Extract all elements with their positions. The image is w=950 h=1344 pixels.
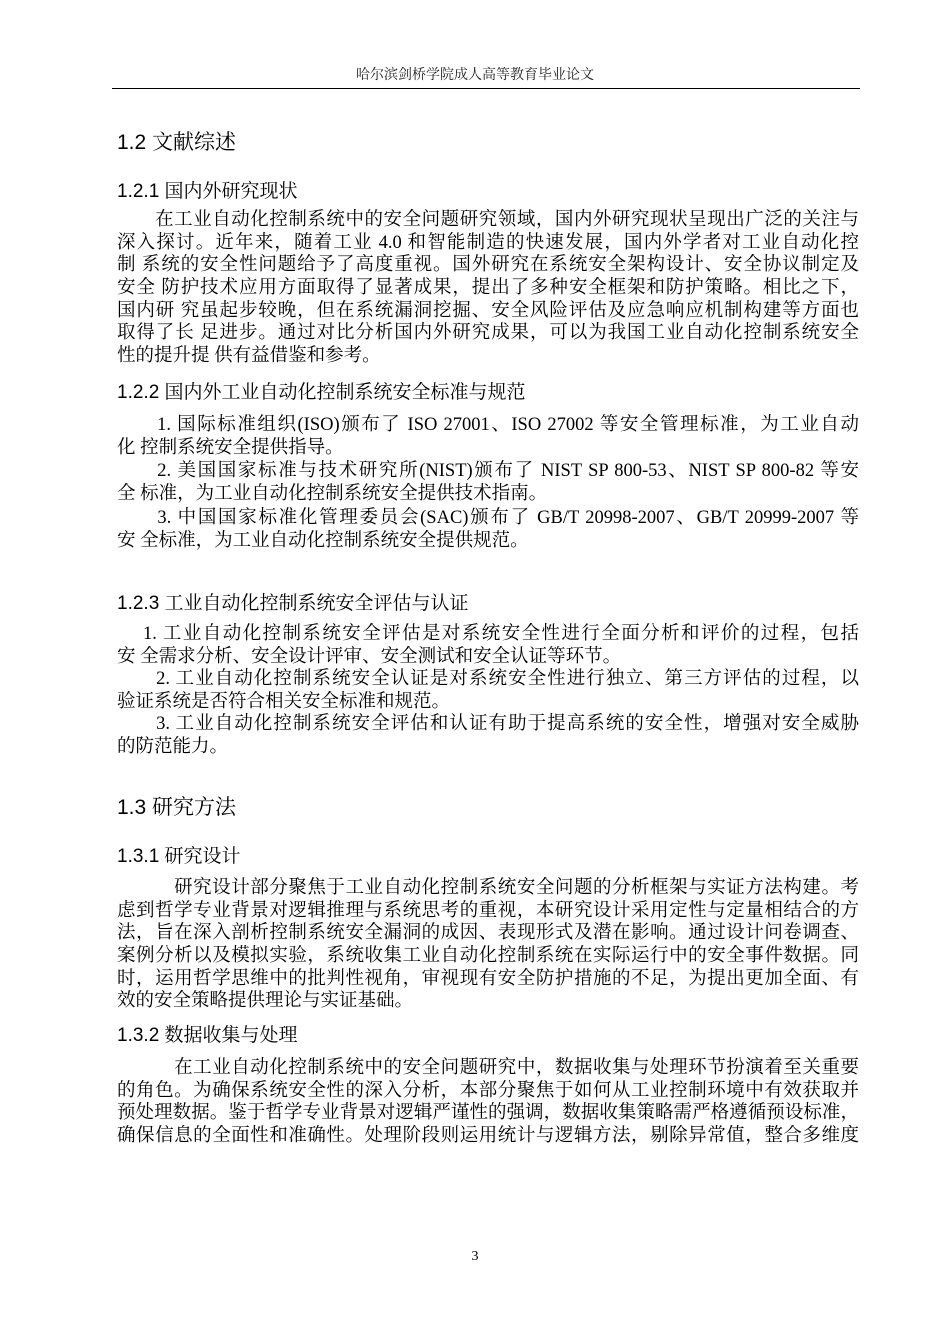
paragraph — [117, 209, 859, 368]
paragraph — [117, 713, 859, 758]
paragraph-line: 效的安全策略提供理论与实证基础。 — [117, 991, 414, 1012]
paragraph-line: 在工业自动化控制系统中的安全问题研究中，数据收集与处理环节扮演着至关重要 — [117, 1058, 859, 1078]
paragraph-line: 1. 国际标准组织(ISO)颁布了 ISO 27001、ISO 27002 等安全管理标准，为工业自动 — [117, 415, 859, 435]
paragraph-line: 的防范能力。 — [117, 736, 229, 757]
paragraph-line: 2. 美国国家标准与技术研究所(NIST)颁布了 NIST SP 800-53、NIST SP 800-82 等安 — [117, 461, 859, 481]
paragraph-line: 制 系统的安全性问题给予了高度重视。国外研究在系统安全架构设计、安全协议制定及 — [117, 255, 859, 276]
paragraph — [117, 877, 859, 1013]
running-header: 哈尔滨剑桥学院成人高等教育毕业论文 — [356, 68, 594, 83]
paragraph-line: 3. 工业自动化控制系统安全评估和认证有助于提高系统的安全性，增强对安全威胁 — [117, 714, 859, 734]
paragraph-line: 的角色。为确保系统安全性的深入分析，本部分聚焦于如何从工业控制环境中有效获取并 — [117, 1080, 859, 1101]
paragraph-line: 安 全标准，为工业自动化控制系统安全提供规范。 — [117, 530, 529, 551]
paragraph-line: 1. 工业自动化控制系统安全评估是对系统安全性进行全面分析和评价的过程，包括 — [117, 624, 859, 644]
paragraph-line: 安全 防护技术应用方面取得了显著成果，提出了多种安全框架和防护策略。相比之下， — [117, 278, 859, 299]
section-heading: 1.2 文献综述 — [117, 131, 237, 154]
paragraph-line: 2. 工业自动化控制系统安全认证是对系统安全性进行独立、第三方评估的过程，以 — [117, 669, 859, 689]
subsection-heading: 1.3.1 研究设计 — [117, 846, 241, 867]
paragraph-line: 虑到哲学专业背景对逻辑推理与系统思考的重视，本研究设计采用定性与定量相结合的方 — [117, 900, 859, 921]
paragraph — [117, 507, 859, 552]
paragraph — [117, 1057, 859, 1148]
paragraph-line: 研究设计部分聚焦于工业自动化控制系统安全问题的分析框架与实证方法构建。考 — [117, 878, 859, 898]
paragraph-line: 深入探讨。近年来，随着工业 4.0 和智能制造的快速发展，国内外学者对工业自动化控 — [117, 232, 859, 253]
paragraph-line: 验证系统是否符合相关安全标准和规范。 — [117, 691, 451, 712]
paragraph-line: 安 全需求分析、安全设计评审、安全测试和安全认证等环节。 — [117, 646, 622, 667]
paragraph — [117, 414, 859, 459]
page-number: 3 — [471, 1249, 479, 1264]
paragraph-line: 案例分析以及模拟实验，系统收集工业自动化控制系统在实际运行中的安全事件数据。同 — [117, 946, 859, 967]
paragraph-line: 法，旨在深入剖析控制系统安全漏洞的成因、表现形式及潜在影响。通过设计问卷调查、 — [117, 923, 859, 944]
paragraph-line: 化 控制系统安全提供指导。 — [117, 437, 344, 458]
paragraph-line: 确保信息的全面性和准确性。处理阶段则运用统计与逻辑方法，剔除异常值，整合多维度 — [117, 1126, 859, 1147]
paragraph — [117, 460, 859, 505]
paragraph-line: 取得了长 足进步。通过对比分析国内外研究成果，可以为我国工业自动化控制系统安全 — [117, 323, 859, 344]
subsection-heading: 1.2.1 国内外研究现状 — [117, 181, 298, 202]
header-rule — [112, 88, 860, 89]
section-heading: 1.3 研究方法 — [117, 796, 237, 819]
paragraph-line: 在工业自动化控制系统中的安全问题研究领域，国内外研究现状呈现出广泛的关注与 — [117, 210, 859, 230]
paragraph-line: 国内研 究虽起步较晚，但在系统漏洞挖掘、安全风险评估及应急响应机制构建等方面也 — [117, 300, 859, 321]
subsection-heading: 1.3.2 数据收集与处理 — [117, 1025, 298, 1046]
paragraph-line: 时，运用哲学思维中的批判性视角，审视现有安全防护措施的不足，为提出更加全面、有 — [117, 968, 859, 989]
subsection-heading: 1.2.3 工业自动化控制系统安全评估与认证 — [117, 593, 469, 614]
paragraph-line: 全 标准，为工业自动化控制系统安全提供技术指南。 — [117, 483, 548, 504]
subsection-heading: 1.2.2 国内外工业自动化控制系统安全标准与规范 — [117, 382, 526, 403]
paragraph-line: 预处理数据。鉴于哲学专业背景对逻辑严谨性的强调，数据收集策略需严格遵循预设标准， — [117, 1103, 859, 1124]
paragraph — [117, 623, 859, 668]
paragraph-line: 性的提升提 供有益借鉴和参考。 — [117, 346, 381, 367]
paragraph-line: 3. 中国国家标准化管理委员会(SAC)颁布了 GB/T 20998-2007、GB/T 20999-2007 等 — [117, 508, 859, 528]
paragraph — [117, 668, 859, 713]
